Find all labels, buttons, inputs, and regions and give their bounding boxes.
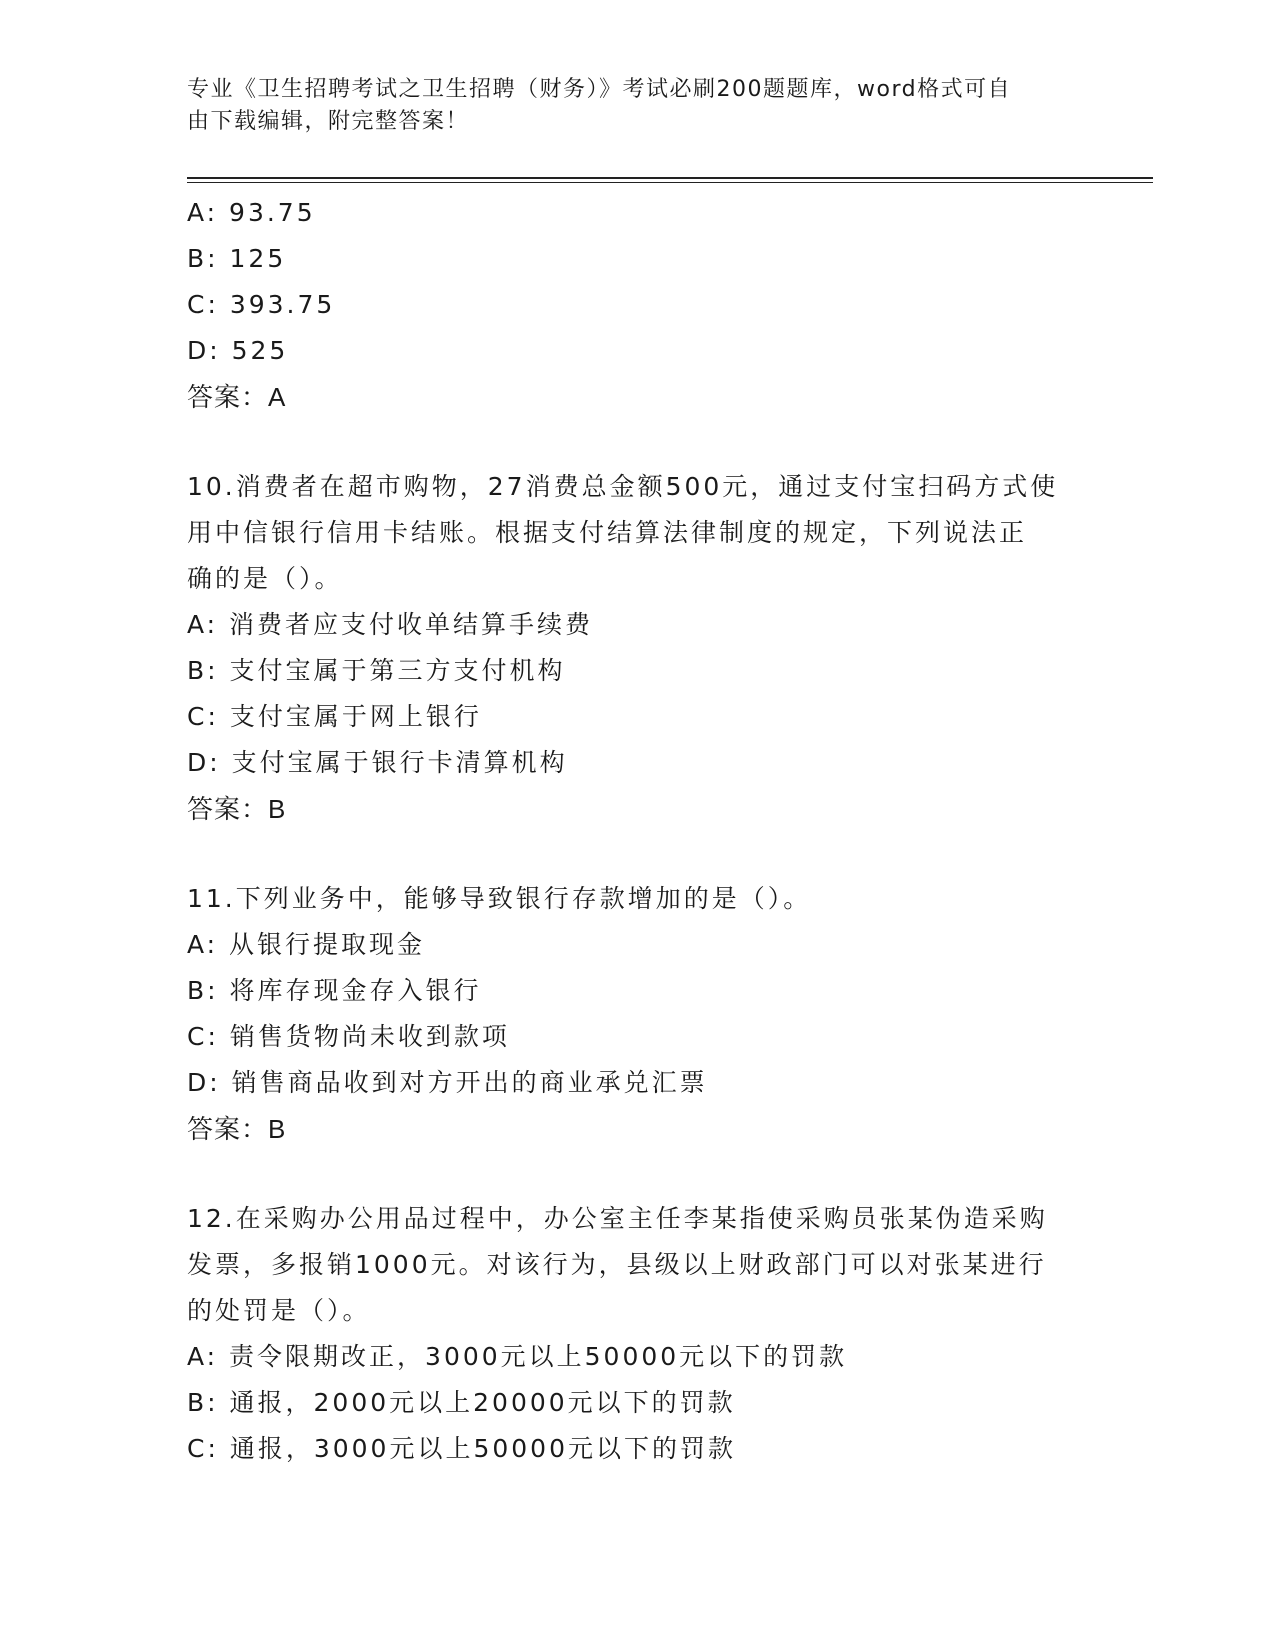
option-b: B: 通报，2000元以上20000元以下的罚款 (187, 1388, 736, 1417)
option-d: D: 支付宝属于银行卡清算机构 (187, 748, 568, 777)
spacer (187, 832, 1087, 876)
question-list (187, 190, 1087, 1472)
stem-line: 发票，多报销1000元。对该行为，县级以上财政部门可以对张某进行 (187, 1250, 1047, 1279)
answer-line: 答案：B (187, 1114, 287, 1144)
question-9 (187, 190, 1087, 420)
stem-line: 10.消费者在超市购物，27消费总金额500元，通过支付宝扫码方式使 (187, 472, 1059, 501)
spacer (187, 420, 1087, 464)
spacer (187, 1152, 1087, 1196)
option-c: C: 393.75 (187, 290, 336, 319)
option-d: D: 525 (187, 336, 289, 365)
option-b: B: 将库存现金存入银行 (187, 976, 482, 1005)
header-line-1: 专业《卫生招聘考试之卫生招聘（财务）》考试必刷200题题库，word格式可自 (187, 77, 1012, 102)
option-c: C: 销售货物尚未收到款项 (187, 1022, 510, 1051)
header-divider-thick (187, 177, 1153, 179)
option-a: A: 消费者应支付收单结算手续费 (187, 610, 594, 639)
question-stem (187, 464, 1087, 602)
option-c: C: 支付宝属于网上银行 (187, 702, 482, 731)
header-line-2: 由下载编辑，附完整答案！ (187, 109, 470, 134)
answer-line: 答案：A (187, 382, 287, 412)
question-11 (187, 876, 1087, 1152)
stem-line: 确的是（）。 (187, 564, 343, 593)
question-12 (187, 1196, 1087, 1472)
stem-line: 11.下列业务中，能够导致银行存款增加的是（）。 (187, 884, 812, 913)
stem-line: 用中信银行信用卡结账。根据支付结算法律制度的规定，下列说法正 (187, 518, 1028, 547)
question-10 (187, 464, 1087, 832)
header-divider-thin (187, 182, 1153, 183)
stem-line: 12.在采购办公用品过程中，办公室主任李某指使采购员张某伪造采购 (187, 1204, 1048, 1233)
option-a: A: 93.75 (187, 198, 316, 227)
document-header (187, 74, 1067, 138)
option-d: D: 销售商品收到对方开出的商业承兑汇票 (187, 1068, 708, 1097)
stem-line: 的处罚是（）。 (187, 1296, 371, 1325)
question-stem (187, 1196, 1087, 1334)
question-stem (187, 876, 1087, 922)
option-a: A: 责令限期改正，3000元以上50000元以下的罚款 (187, 1342, 848, 1371)
answer-line: 答案：B (187, 794, 287, 824)
option-a: A: 从银行提取现金 (187, 930, 426, 959)
option-c: C: 通报，3000元以上50000元以下的罚款 (187, 1434, 736, 1463)
option-b: B: 125 (187, 244, 287, 273)
option-b: B: 支付宝属于第三方支付机构 (187, 656, 566, 685)
